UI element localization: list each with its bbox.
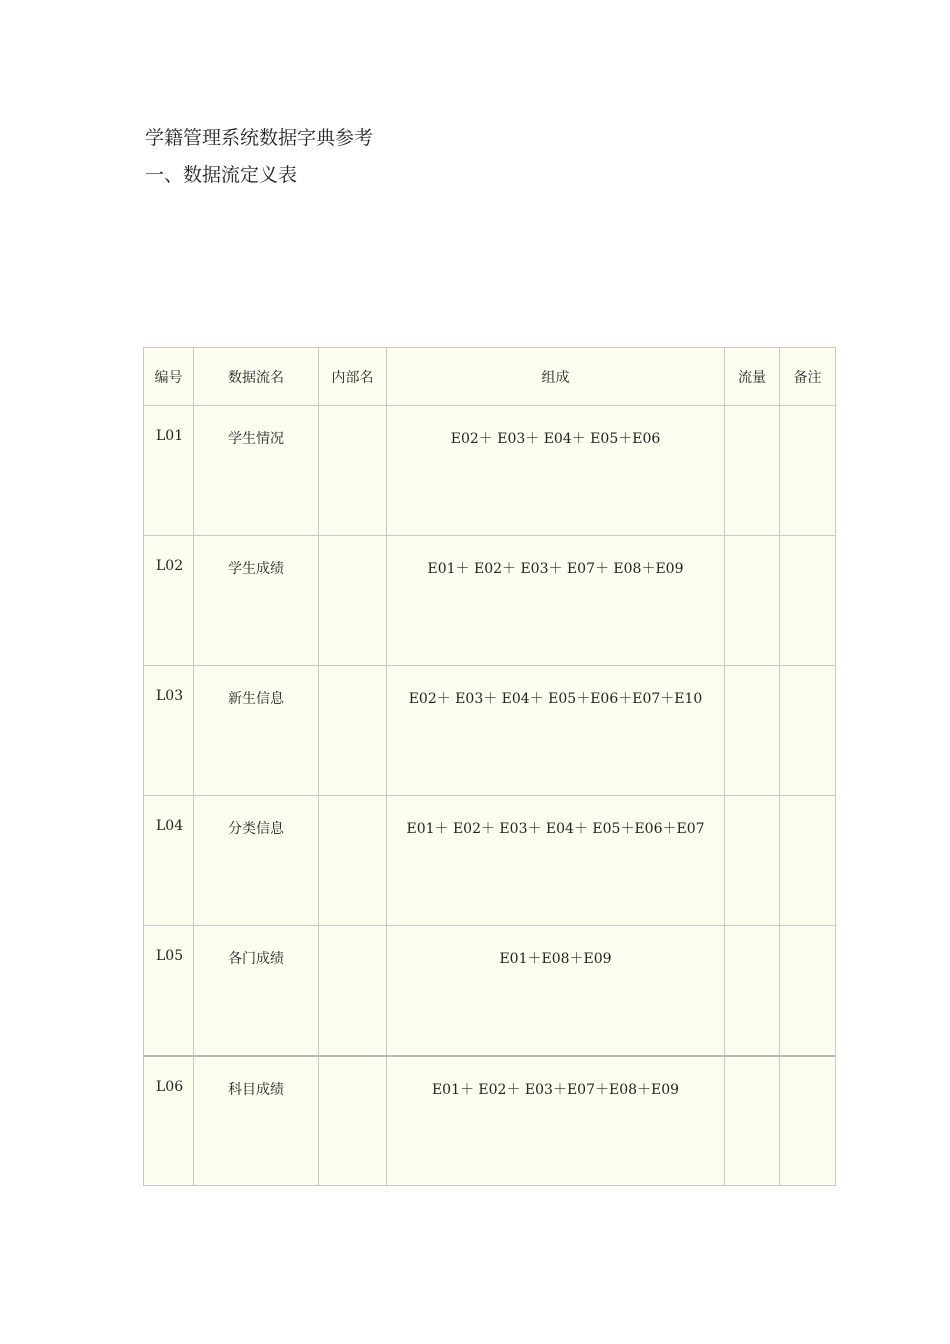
- cell-id: L06: [144, 1056, 194, 1186]
- header-name: 数据流名: [194, 348, 319, 406]
- cell-volume: [725, 406, 780, 536]
- cell-internal-name: [319, 1056, 387, 1186]
- table-row: [144, 536, 836, 666]
- cell-composition: E01＋ E02＋ E03＋ E04＋ E05＋E06＋E07: [387, 796, 725, 926]
- cell-volume: [725, 926, 780, 1056]
- cell-composition: E01＋ E02＋ E03＋ E07＋ E08＋E09: [387, 536, 725, 666]
- cell-name: 新生信息: [194, 666, 319, 796]
- cell-internal-name: [319, 666, 387, 796]
- header-volume: 流量: [725, 348, 780, 406]
- cell-name: 分类信息: [194, 796, 319, 926]
- header-internal-name: 内部名: [319, 348, 387, 406]
- cell-id: L02: [144, 536, 194, 666]
- cell-volume: [725, 536, 780, 666]
- table-row: [144, 796, 836, 926]
- cell-id: L03: [144, 666, 194, 796]
- table-row: [144, 666, 836, 796]
- cell-composition: E02＋ E03＋ E04＋ E05＋E06＋E07＋E10: [387, 666, 725, 796]
- cell-name: 学生成绩: [194, 536, 319, 666]
- header-composition: 组成: [387, 348, 725, 406]
- cell-remarks: [780, 406, 836, 536]
- cell-name: 各门成绩: [194, 926, 319, 1056]
- table-header-row: [144, 348, 836, 406]
- section-heading: 一、数据流定义表: [145, 164, 298, 186]
- cell-remarks: [780, 796, 836, 926]
- table-row: [144, 926, 836, 1056]
- cell-volume: [725, 666, 780, 796]
- cell-id: L01: [144, 406, 194, 536]
- cell-internal-name: [319, 406, 387, 536]
- cell-id: L05: [144, 926, 194, 1056]
- cell-internal-name: [319, 796, 387, 926]
- cell-remarks: [780, 536, 836, 666]
- cell-name: 科目成绩: [194, 1056, 319, 1186]
- cell-remarks: [780, 666, 836, 796]
- table-row: [144, 1056, 836, 1186]
- cell-composition: E01＋E08＋E09: [387, 926, 725, 1056]
- header-remarks: 备注: [780, 348, 836, 406]
- cell-composition: E01＋ E02＋ E03＋E07＋E08＋E09: [387, 1056, 725, 1186]
- cell-internal-name: [319, 926, 387, 1056]
- cell-composition: E02＋ E03＋ E04＋ E05＋E06: [387, 406, 725, 536]
- cell-internal-name: [319, 536, 387, 666]
- document-title: 学籍管理系统数据字典参考: [145, 127, 374, 149]
- cell-volume: [725, 1056, 780, 1186]
- cell-name: 学生情况: [194, 406, 319, 536]
- dataflow-definition-table: [143, 347, 836, 1186]
- cell-remarks: [780, 1056, 836, 1186]
- cell-remarks: [780, 926, 836, 1056]
- cell-id: L04: [144, 796, 194, 926]
- cell-volume: [725, 796, 780, 926]
- header-id: 编号: [144, 348, 194, 406]
- table-row: [144, 406, 836, 536]
